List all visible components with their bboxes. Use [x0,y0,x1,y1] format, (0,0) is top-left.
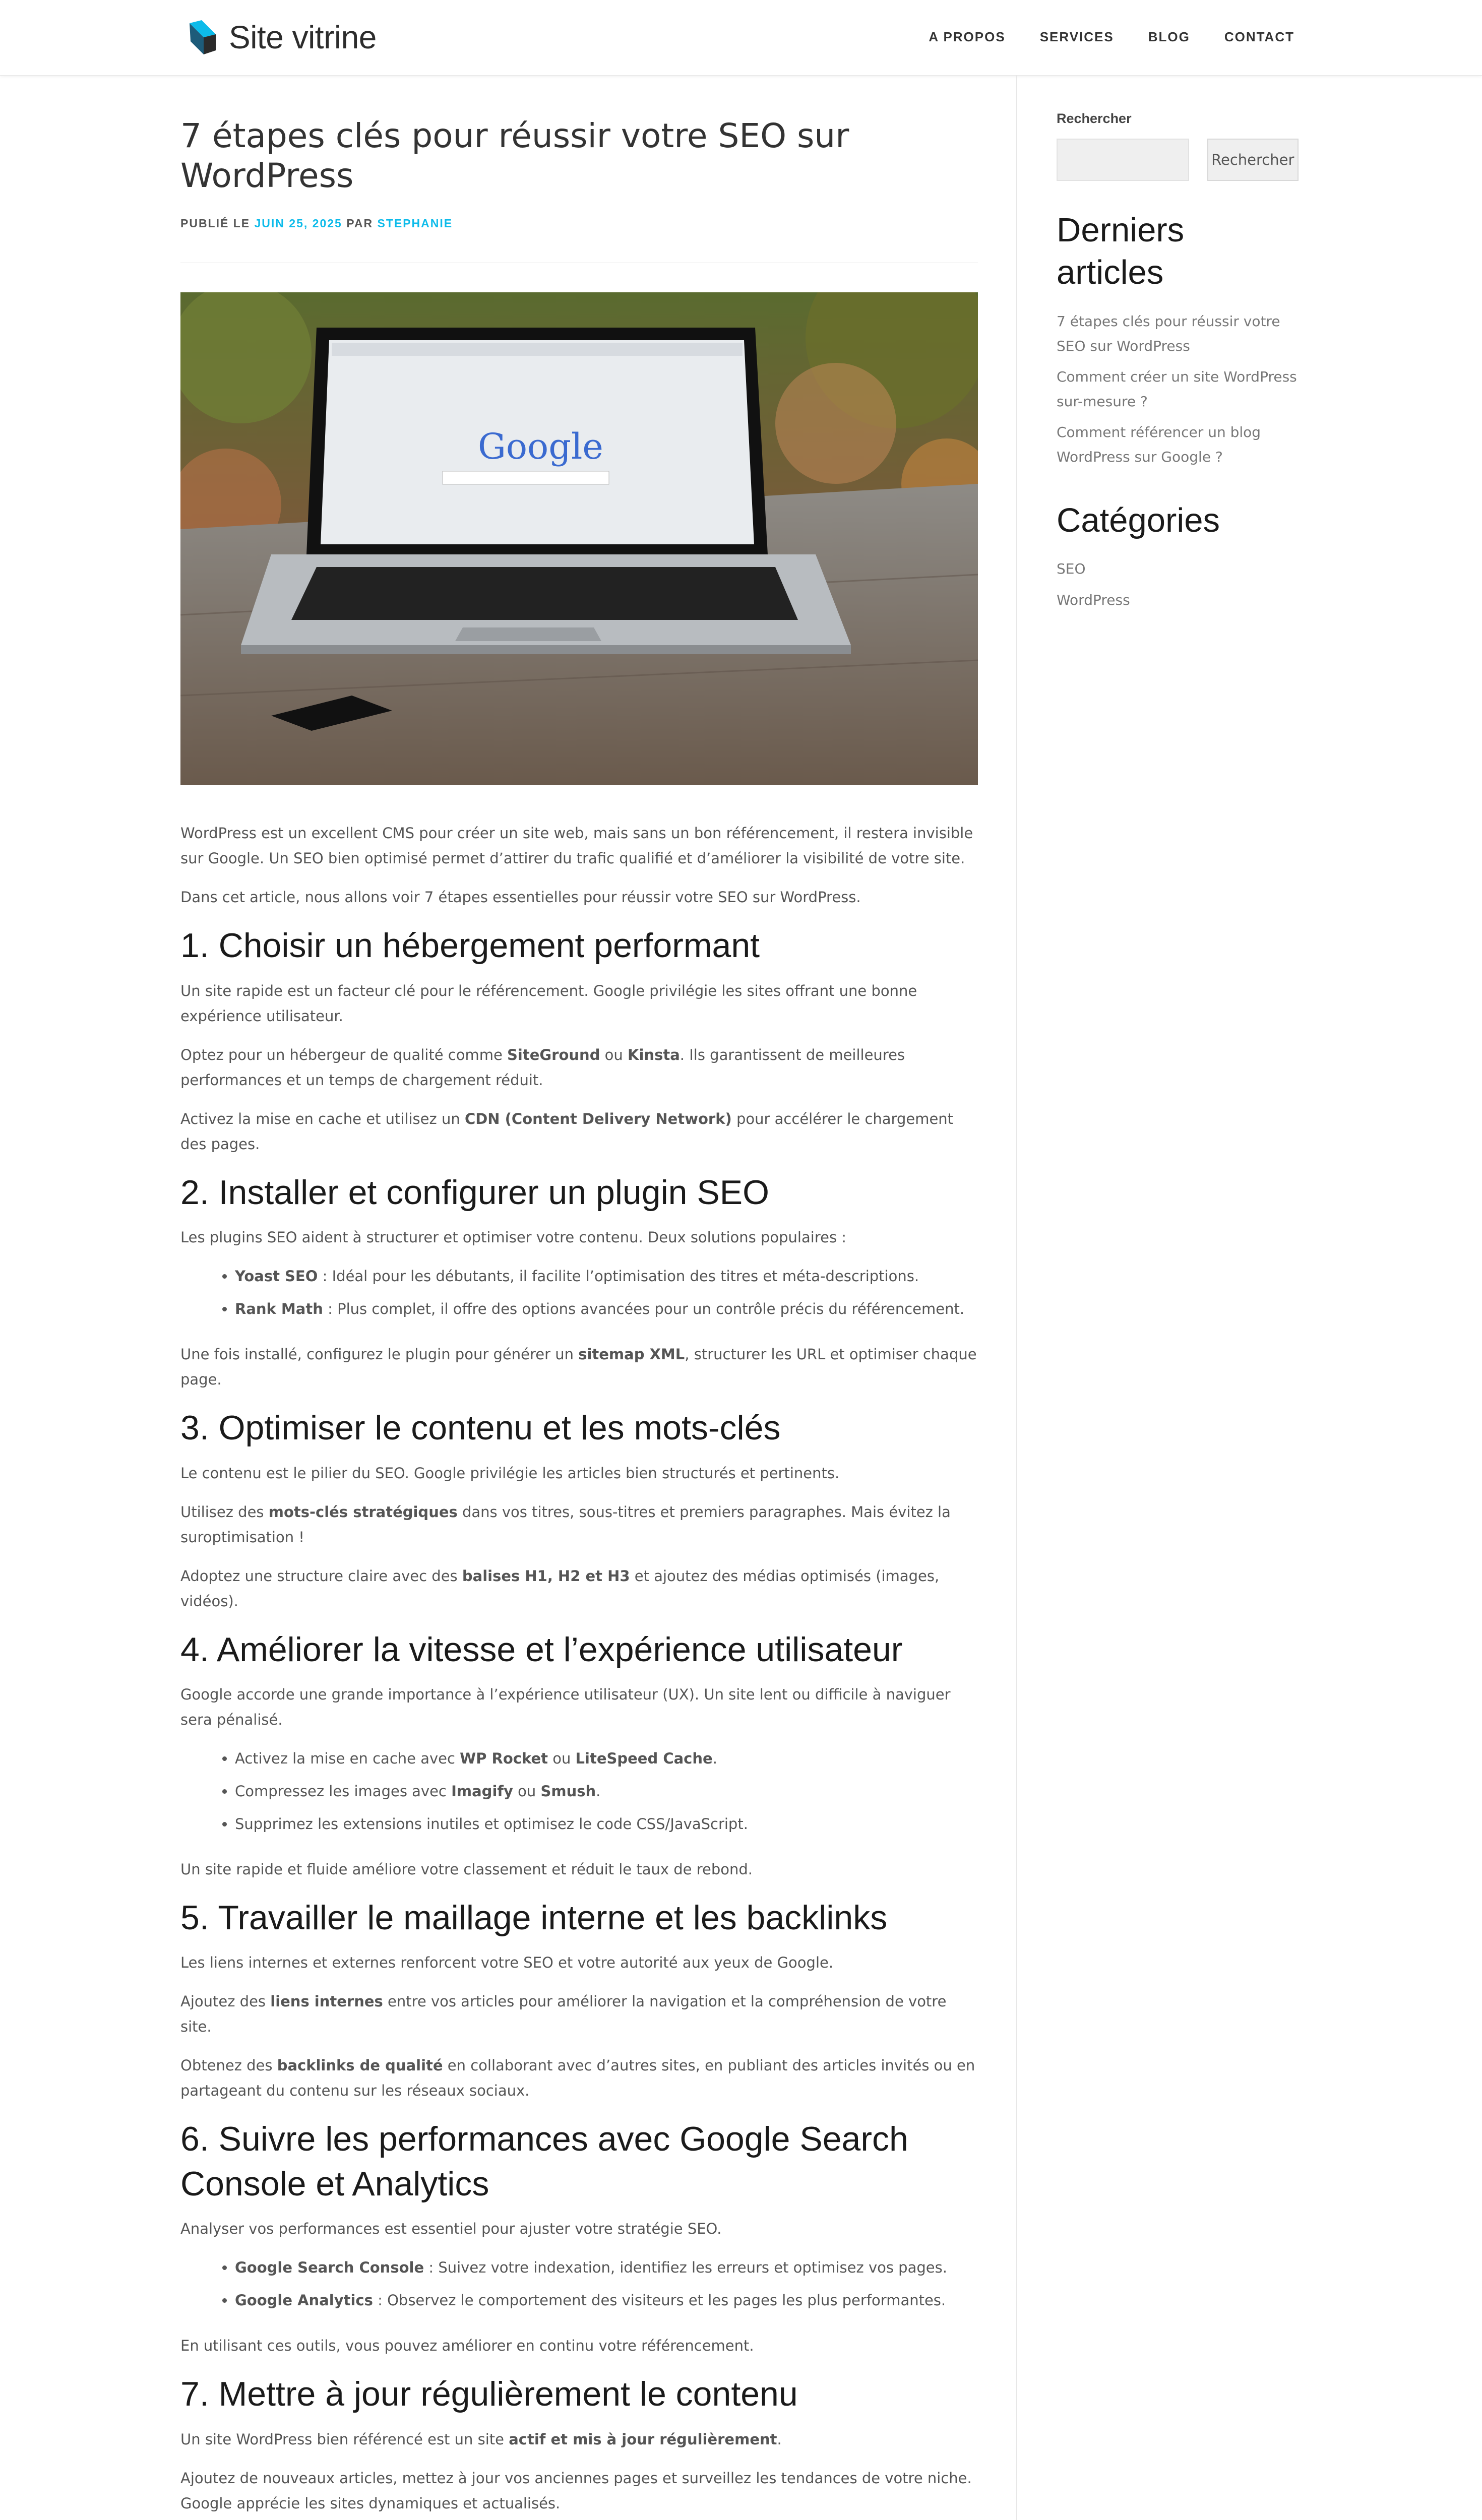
bold-text: sitemap XML [578,1346,685,1363]
bold-text: mots-clés stratégiques [268,1503,458,1521]
meta-prefix: PUBLIÉ LE [180,217,255,230]
category-link-wordpress[interactable]: WordPress [1057,592,1130,609]
nav-item-contact[interactable]: CONTACT [1224,29,1294,44]
bold-text: Rank Math [235,1300,323,1318]
text: Ajoutez des [180,1993,271,2010]
list-item: • Supprimez les extensions inutiles et optimisez le code CSS/JavaScript. [235,1811,978,1837]
text: Adoptez une structure claire avec des [180,1567,462,1585]
main-nav [929,29,1294,45]
bold-text: liens internes [270,1993,383,2010]
bold-text: Kinsta [628,1046,680,1063]
sidebar [1057,111,1299,620]
post-author-link[interactable]: STEPHANIE [377,217,453,230]
nav-item-blog[interactable]: BLOG [1148,29,1190,44]
site-logo[interactable] [188,19,377,55]
bold-text: Yoast SEO [235,1268,318,1285]
categories-list [1057,557,1299,612]
category-link-seo[interactable]: SEO [1057,560,1086,578]
search-input[interactable] [1057,139,1189,181]
bold-text: Smush [540,1782,596,1800]
section-heading: 5. Travailler le maillage interne et les backlinks [180,1898,888,1937]
section-heading: 4. Améliorer la vitesse et l’expérience utilisateur [180,1630,903,1669]
paragraph [180,2053,978,2103]
section-heading: 2. Installer et configurer un plugin SEO [180,1173,769,1212]
paragraph: Les plugins SEO aident à structurer et optimiser votre contenu. Deux solutions populaires : [180,1229,847,1246]
list-item [235,1746,978,1771]
text: , structurer les URL et optimiser chaque page. [180,1346,977,1389]
bullet-list [235,1264,978,1321]
text: : Plus complet, il offre des options avancées pour un contrôle précis du référencement. [323,1300,965,1318]
text: Un site WordPress bien référencé est un site [180,2430,509,2448]
laptop-photo [180,292,978,785]
post-meta [180,217,978,230]
svg-text:Google: Google [478,426,603,468]
bold-text: balises H1, H2 et H3 [462,1567,630,1585]
text: . [712,1749,717,1767]
bold-text: SiteGround [507,1046,600,1063]
list-item [235,1296,978,1321]
nav-item-a-propos[interactable]: A PROPOS [929,29,1006,44]
search-label: Rechercher [1057,111,1132,126]
paragraph [180,1989,978,2039]
paragraph: Ajoutez de nouveaux articles, mettez à jour vos anciennes pages et surveillez les tendances de votre niche. Google apprécie les sites dynamiques et actualisés. [180,2469,972,2512]
bold-text: Google Search Console [235,2259,424,2277]
categories-title: Catégories [1057,501,1220,539]
site-logo-icon [188,19,218,55]
section-heading: 1. Choisir un hébergement performant [180,926,760,965]
paragraph: Dans cet article, nous allons voir 7 étapes essentielles pour réussir votre SEO sur WordPress. [180,889,861,906]
text: . Ils garantissent de meilleures performances et un temps de chargement réduit. [180,1046,905,1089]
text: ou [547,1749,576,1767]
recent-posts-list [1057,309,1299,469]
text: Activez la mise en cache avec [235,1749,460,1767]
paragraph [180,2427,978,2452]
post-title: 7 étapes clés pour réussir votre SEO sur WordPress [180,116,849,196]
post-content [180,821,978,2520]
text: : Idéal pour les débutants, il facilite l’optimisation des titres et méta-descriptions. [318,1268,919,1285]
section-heading: 6. Suivre les performances avec Google Search Console et Analytics [180,2120,908,2203]
paragraph: Analyser vos performances est essentiel pour ajuster votre stratégie SEO. [180,2220,722,2238]
text: dans vos titres, sous-titres et premiers paragraphes. Mais évitez la suroptimisation ! [180,1503,951,1546]
paragraph: Un site rapide est un facteur clé pour le référencement. Google privilégie les sites offrant une bonne expérience utilisateur. [180,982,917,1025]
paragraph: Les liens internes et externes renforcent votre SEO et votre autorité aux yeux de Google. [180,1954,834,1972]
text: : Suivez votre indexation, identifiez les erreurs et optimisez vos pages. [424,2259,947,2277]
paragraph: Le contenu est le pilier du SEO. Google privilégie les articles bien structurés et pertinents. [180,1464,840,1482]
recent-post-link[interactable]: 7 étapes clés pour réussir votre SEO sur WordPress [1057,312,1280,354]
text: Une fois installé, configurez le plugin pour générer un [180,1346,579,1363]
paragraph: Un site rapide et fluide améliore votre classement et réduit le taux de rebond. [180,1860,753,1878]
section-heading: 7. Mettre à jour régulièrement le contenu [180,2375,798,2414]
recent-post-link[interactable]: Comment référencer un blog WordPress sur Google ? [1057,423,1261,465]
paragraph [180,1042,978,1093]
text: . [596,1782,601,1800]
sidebar-divider [1016,76,1017,2520]
paragraph: Google accorde une grande importance à l’expérience utilisateur (UX). Un site lent ou difficile à naviguer sera pénalisé. [180,1685,951,1728]
site-name: Site vitrine [229,19,377,55]
text: : Observez le comportement des visiteurs et les pages les plus performantes. [373,2292,946,2309]
text: . [777,2430,782,2448]
bold-text: Imagify [451,1782,513,1800]
search-button[interactable]: Rechercher [1207,139,1299,181]
text: ou [513,1782,541,1800]
site-header [0,0,1482,76]
bold-text: Google Analytics [235,2292,373,2309]
list-item [235,2288,978,2313]
text: Compressez les images avec [235,1782,452,1800]
paragraph [180,1106,978,1157]
paragraph: En utilisant ces outils, vous pouvez améliorer en continu votre référencement. [180,2337,754,2355]
recent-posts-title: Derniers articles [1057,211,1185,291]
paragraph [180,1563,978,1614]
bold-text: WP Rocket [460,1749,548,1767]
text: ou [600,1046,628,1063]
paragraph [180,1342,978,1392]
paragraph [180,1499,978,1550]
search-form [1057,139,1299,181]
bullet-list [235,1746,978,1837]
text: en collaborant avec d’autres sites, en publiant des articles invités ou en partageant du contenu sur les réseaux sociaux. [180,2057,975,2100]
list-item [235,2255,978,2280]
section-heading: 3. Optimiser le contenu et les mots-clés [180,1409,781,1447]
list-item [235,1264,978,1289]
text: Obtenez des [180,2057,277,2074]
text: pour accélérer le chargement des pages. [180,1110,954,1153]
bold-text: actif et mis à jour régulièrement [509,2430,777,2448]
bold-text: LiteSpeed Cache [575,1749,713,1767]
bullet-list [235,2255,978,2313]
nav-item-services[interactable]: SERVICES [1039,29,1114,44]
text: Utilisez des [180,1503,269,1521]
post-date-link[interactable]: JUIN 25, 2025 [254,217,342,230]
text: Activez la mise en cache et utilisez un [180,1110,465,1127]
text: entre vos articles pour améliorer la navigation et la compréhension de votre site. [180,1993,947,2036]
list-item [235,1779,978,1804]
bold-text: backlinks de qualité [277,2057,443,2074]
text: Optez pour un hébergeur de qualité comme [180,1046,508,1063]
text: et ajoutez des médias optimisés (images, vidéos). [180,1567,940,1610]
paragraph: WordPress est un excellent CMS pour créer un site web, mais sans un bon référencement, il restera invisible sur Google. Un SEO bien optimisé permet d’attirer du trafic qualifié et d’améliorer la visibilité de votre site. [180,825,973,867]
recent-post-link[interactable]: Comment créer un site WordPress sur-mesure ? [1057,368,1297,410]
bold-text: CDN (Content Delivery Network) [464,1110,732,1127]
meta-by: PAR [342,217,378,230]
article [180,116,978,2520]
